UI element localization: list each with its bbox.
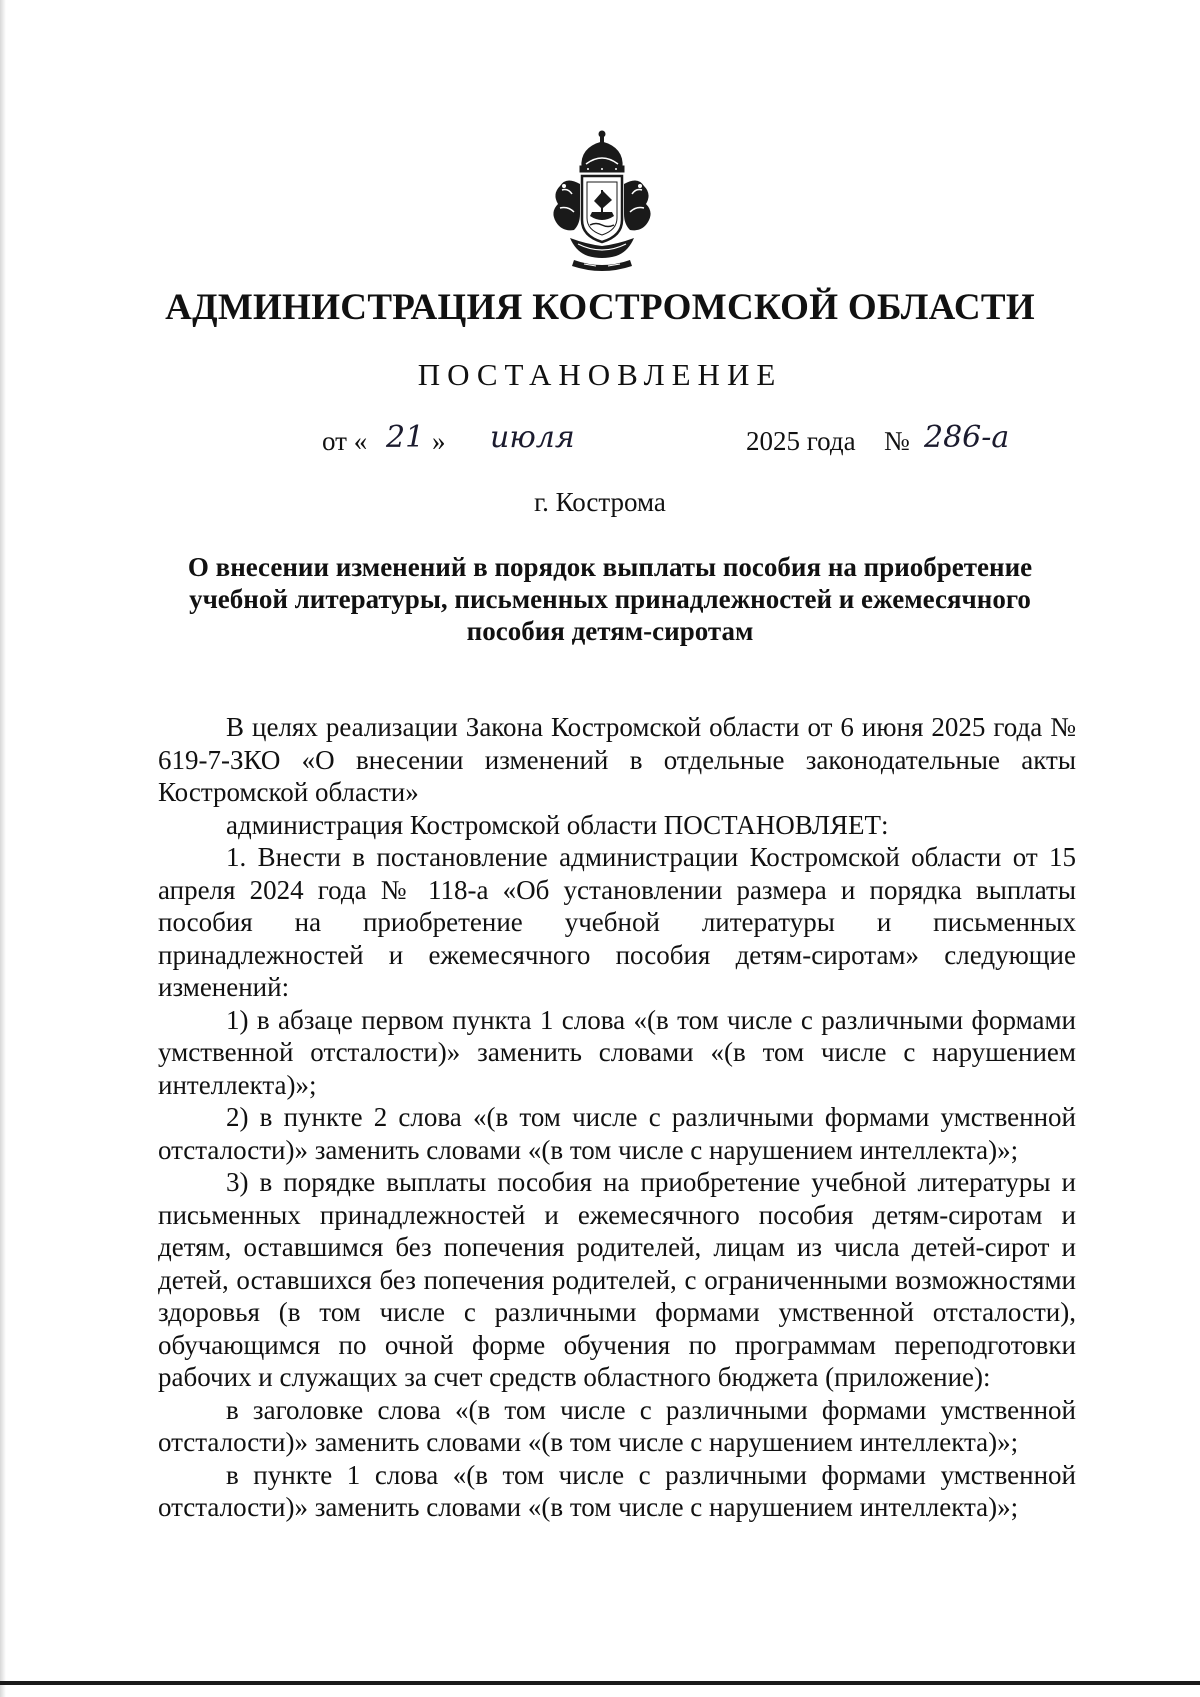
body-paragraph: администрация Костромской области ПОСТАНОВЛЯЕТ:: [226, 809, 889, 840]
coat-of-arms-icon: [540, 128, 664, 274]
body-paragraph: В целях реализации Закона Костромской области от 6 июня 2025 года № 619-7-ЗКО «О внесении изменений в отдельные законодательные акты Костромской области»: [158, 712, 1076, 807]
subject-line: О внесении изменений в порядок выплаты пособия на приобретение: [187, 552, 1033, 582]
subject-line: пособия детям-сиротам: [466, 616, 754, 646]
document-type: ПОСТАНОВЛЕНИЕ: [417, 357, 783, 392]
body-paragraph: в заголовке слова «(в том числе с различными формами умственной отсталости)» заменить словами «(в том числе с нарушением интеллекта)»;: [158, 1394, 1076, 1457]
date-month-handwritten: июля: [490, 420, 575, 455]
date-prefix: от «: [322, 426, 368, 456]
body-paragraph: 2) в пункте 2 слова «(в том числе с различными формами умственной отсталости)» заменить словами «(в том числе с нарушением интеллекта)»;: [158, 1102, 1076, 1165]
date-close-quote: »: [432, 426, 446, 456]
document-subject: [150, 551, 1070, 647]
document-body: [158, 711, 1076, 1524]
number-label: №: [884, 426, 910, 456]
date-day-handwritten: 21: [386, 420, 425, 455]
body-paragraph: 1. Внести в постановление администрации Костромской области от 15 апреля 2024 года № 118-а «Об установлении размера и порядка выплаты пособия на приобретение учебной литературы и письменных принадлежностей и ежемесячного пособия детям-сиротам» следующие изменений:: [158, 842, 1076, 1002]
scan-edge-shadow: [0, 0, 6, 1697]
date-year: 2025 года: [746, 426, 856, 456]
scan-bottom-edge: [0, 1681, 1200, 1685]
city: г. Кострома: [534, 487, 666, 517]
subject-line: учебной литературы, письменных принадлежностей и ежемесячного: [189, 584, 1031, 614]
body-paragraph: в пункте 1 слова «(в том числе с различными формами умственной отсталости)» заменить словами «(в том числе с нарушением интеллекта)»;: [158, 1459, 1076, 1522]
document-number-handwritten: 286-а: [924, 420, 1010, 455]
body-paragraph: 3) в порядке выплаты пособия на приобретение учебной литературы и письменных принадлежностей и ежемесячного пособия детям-сиротам и детям, оставшимся без попечения родителей, лицам из числа детей-сирот и детей, оставшихся без попечения родителей, с ограниченными возможностями здоровья (в том числе с различными формами умственной отсталости), обучающимся по очной форме обучения по программам переподготовки рабочих и служащих за счет средств областного бюджета (приложение):: [158, 1167, 1076, 1392]
organization-title: АДМИНИСТРАЦИЯ КОСТРОМСКОЙ ОБЛАСТИ: [165, 287, 1035, 328]
body-paragraph: 1) в абзаце первом пункта 1 слова «(в том числе с различными формами умственной отсталости)» заменить словами «(в том числе с нарушением интеллекта)»;: [158, 1004, 1076, 1100]
